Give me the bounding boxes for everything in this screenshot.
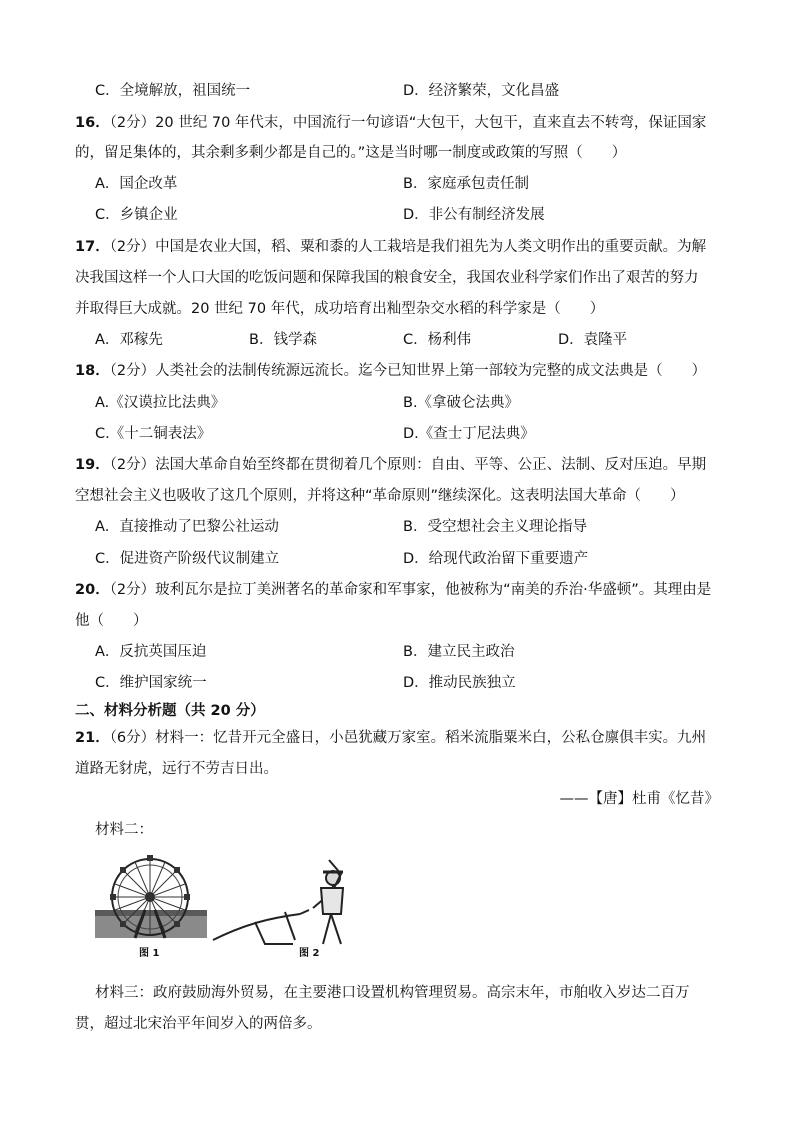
q19-options-ab [0, 514, 794, 540]
q17-line3 [0, 296, 794, 322]
q17-option-a: A．邓稼先 [95, 332, 163, 348]
q18-option-d: D.《查士丁尼法典》 [403, 426, 535, 442]
option-c: C．全境解放，祖国统一 [95, 83, 251, 99]
q21-line1: 21．（6分）材料一：忆昔开元全盛日，小邑犹藏万家室。稻米流脂粟米白，公私仓廪俱丰实。九州 [75, 730, 707, 746]
q19-options-cd [0, 546, 794, 572]
q20-options-ab [0, 639, 794, 665]
material2-figures [95, 852, 375, 962]
q21-material1-1: 材料一：忆昔开元全盛日，小邑犹藏万家室。稻米流脂粟米白，公私仓廪俱丰实。九州 [155, 730, 707, 746]
plough-illustration [213, 860, 343, 944]
q20-option-d: D．推动民族独立 [403, 675, 516, 691]
q16-options-ab [0, 171, 794, 197]
section-heading-row [0, 698, 794, 724]
q19-line1: 19．（2分）法国大革命自始至终都在贯彻着几个原则：自由、平等、公正、法制、反对压迫。早期 [75, 457, 707, 473]
option-d: D．经济繁荣，文化昌盛 [403, 83, 560, 99]
q20-option-c: C．维护国家统一 [95, 675, 207, 691]
q16-options-cd [0, 202, 794, 228]
q17-stem-3: 并取得巨大成就。20 世纪 70 年代，成功培育出籼型杂交水稻的科学家是（ ） [75, 301, 605, 317]
figure-2-label: 图 2 [299, 948, 320, 959]
q18-options-cd [0, 421, 794, 447]
q20-line2 [0, 608, 794, 634]
q18-option-c: C.《十二铜表法》 [95, 426, 212, 442]
q19-option-d: D．给现代政治留下重要遗产 [403, 551, 589, 567]
q21-material2-label: 材料二： [95, 822, 153, 838]
q20-option-a: A．反抗英国压迫 [95, 644, 207, 660]
q17-stem-2: 决我国这样一个人口大国的吃饭问题和保障我国的粮食安全，我国农业科学家们作出了艰苦的努力 [75, 270, 699, 286]
q21-source: ——【唐】杜甫《忆昔》 [559, 791, 719, 807]
q17-line2 [0, 265, 794, 291]
q19-score: （2分） [109, 457, 156, 473]
prev-options-row [0, 78, 794, 104]
q20-line1: 20．（2分）玻利瓦尔是拉丁美洲著名的革命家和军事家，他被称为“南美的乔治·华盛顿”。其理由是 [75, 582, 712, 598]
q21-material3-2: 贯，超过北宋治平年间岁入的两倍多。 [75, 1016, 322, 1032]
q19-stem-1: 法国大革命自始至终都在贯彻着几个原则：自由、平等、公正、法制、反对压迫。早期 [155, 457, 707, 473]
q16-score: （2分） [109, 115, 156, 131]
q16-option-b: B．家庭承包责任制 [403, 176, 529, 192]
q16-option-a: A．国企改革 [95, 176, 178, 192]
q17-option-b: B．钱学森 [249, 332, 317, 348]
section-2-title: 二、材料分析题（共 20 分） [75, 703, 265, 719]
figure-1-label: 图 1 [139, 948, 160, 959]
q17-option-c: C．杨利伟 [403, 332, 472, 348]
q19-number: 19 [75, 457, 96, 473]
q21-material1-2: 道路无豺虎，远行不劳吉日出。 [75, 761, 278, 777]
q20-options-cd [0, 670, 794, 696]
waterwheel-illustration [95, 855, 207, 938]
q21-material3-1: 材料三：政府鼓励海外贸易，在主要港口设置机构管理贸易。高宗末年，市舶收入岁达二百万 [95, 985, 690, 1001]
q17-option-d: D．袁隆平 [558, 332, 628, 348]
q18-option-a: A.《汉谟拉比法典》 [95, 395, 226, 411]
q18-option-b: B.《拿破仑法典》 [403, 395, 520, 411]
q16-number: 16 [75, 115, 96, 131]
q21-score: （6分） [109, 730, 156, 746]
q20-stem-2: 他（ ） [75, 613, 148, 629]
q19-option-a: A．直接推动了巴黎公社运动 [95, 519, 279, 535]
q21-material3-row2 [0, 1011, 794, 1037]
q16-option-c: C．乡镇企业 [95, 207, 178, 223]
q19-option-c: C．促进资产阶级代议制建立 [95, 551, 280, 567]
q17-options [0, 327, 794, 353]
figures-illustration [95, 852, 375, 962]
q16-line2 [0, 140, 794, 166]
q19-stem-2: 空想社会主义也吸收了这几个原则，并将这种“革命原则”继续深化。这表明法国大革命（ ） [75, 488, 685, 504]
q18-line1: 18．（2分）人类社会的法制传统源远流长。迄今已知世界上第一部较为完整的成文法典是（ ） [75, 363, 707, 379]
q16-stem-2: 的，留足集体的，其余剩多剩少都是自己的。”这是当时哪一制度或政策的写照（ ） [75, 145, 627, 161]
q21-material2-row [0, 817, 794, 843]
q19-option-b: B．受空想社会主义理论指导 [403, 519, 587, 535]
q21-source-row [0, 786, 794, 812]
q18-number: 18 [75, 363, 96, 379]
q16-option-d: D．非公有制经济发展 [403, 207, 545, 223]
q20-number: 20 [75, 582, 96, 598]
q16-line1: 16．（2分）20 世纪 70 年代末，中国流行一句谚语“大包干，大包干，直来直去不转弯，保证国家 [75, 115, 707, 131]
q18-stem-1: 人类社会的法制传统源远流长。迄今已知世界上第一部较为完整的成文法典是（ ） [155, 363, 707, 379]
q17-number: 17 [75, 239, 96, 255]
q21-number: 21 [75, 730, 96, 746]
q17-score: （2分） [109, 239, 156, 255]
q19-line2 [0, 483, 794, 509]
q16-stem-1: 20 世纪 70 年代末，中国流行一句谚语“大包干，大包干，直来直去不转弯，保证国家 [155, 115, 707, 131]
q17-line1: 17．（2分）中国是农业大国，稻、粟和黍的人工栽培是我们祖先为人类文明作出的重要贡献。为解 [75, 239, 707, 255]
q20-score: （2分） [109, 582, 156, 598]
q18-options-ab [0, 390, 794, 416]
q20-option-b: B．建立民主政治 [403, 644, 515, 660]
q20-stem-1: 玻利瓦尔是拉丁美洲著名的革命家和军事家，他被称为“南美的乔治·华盛顿”。其理由是 [155, 582, 712, 598]
q17-stem-1: 中国是农业大国，稻、粟和黍的人工栽培是我们祖先为人类文明作出的重要贡献。为解 [155, 239, 707, 255]
q21-line2 [0, 756, 794, 782]
q21-material3-row1 [0, 980, 794, 1006]
q18-score: （2分） [109, 363, 156, 379]
